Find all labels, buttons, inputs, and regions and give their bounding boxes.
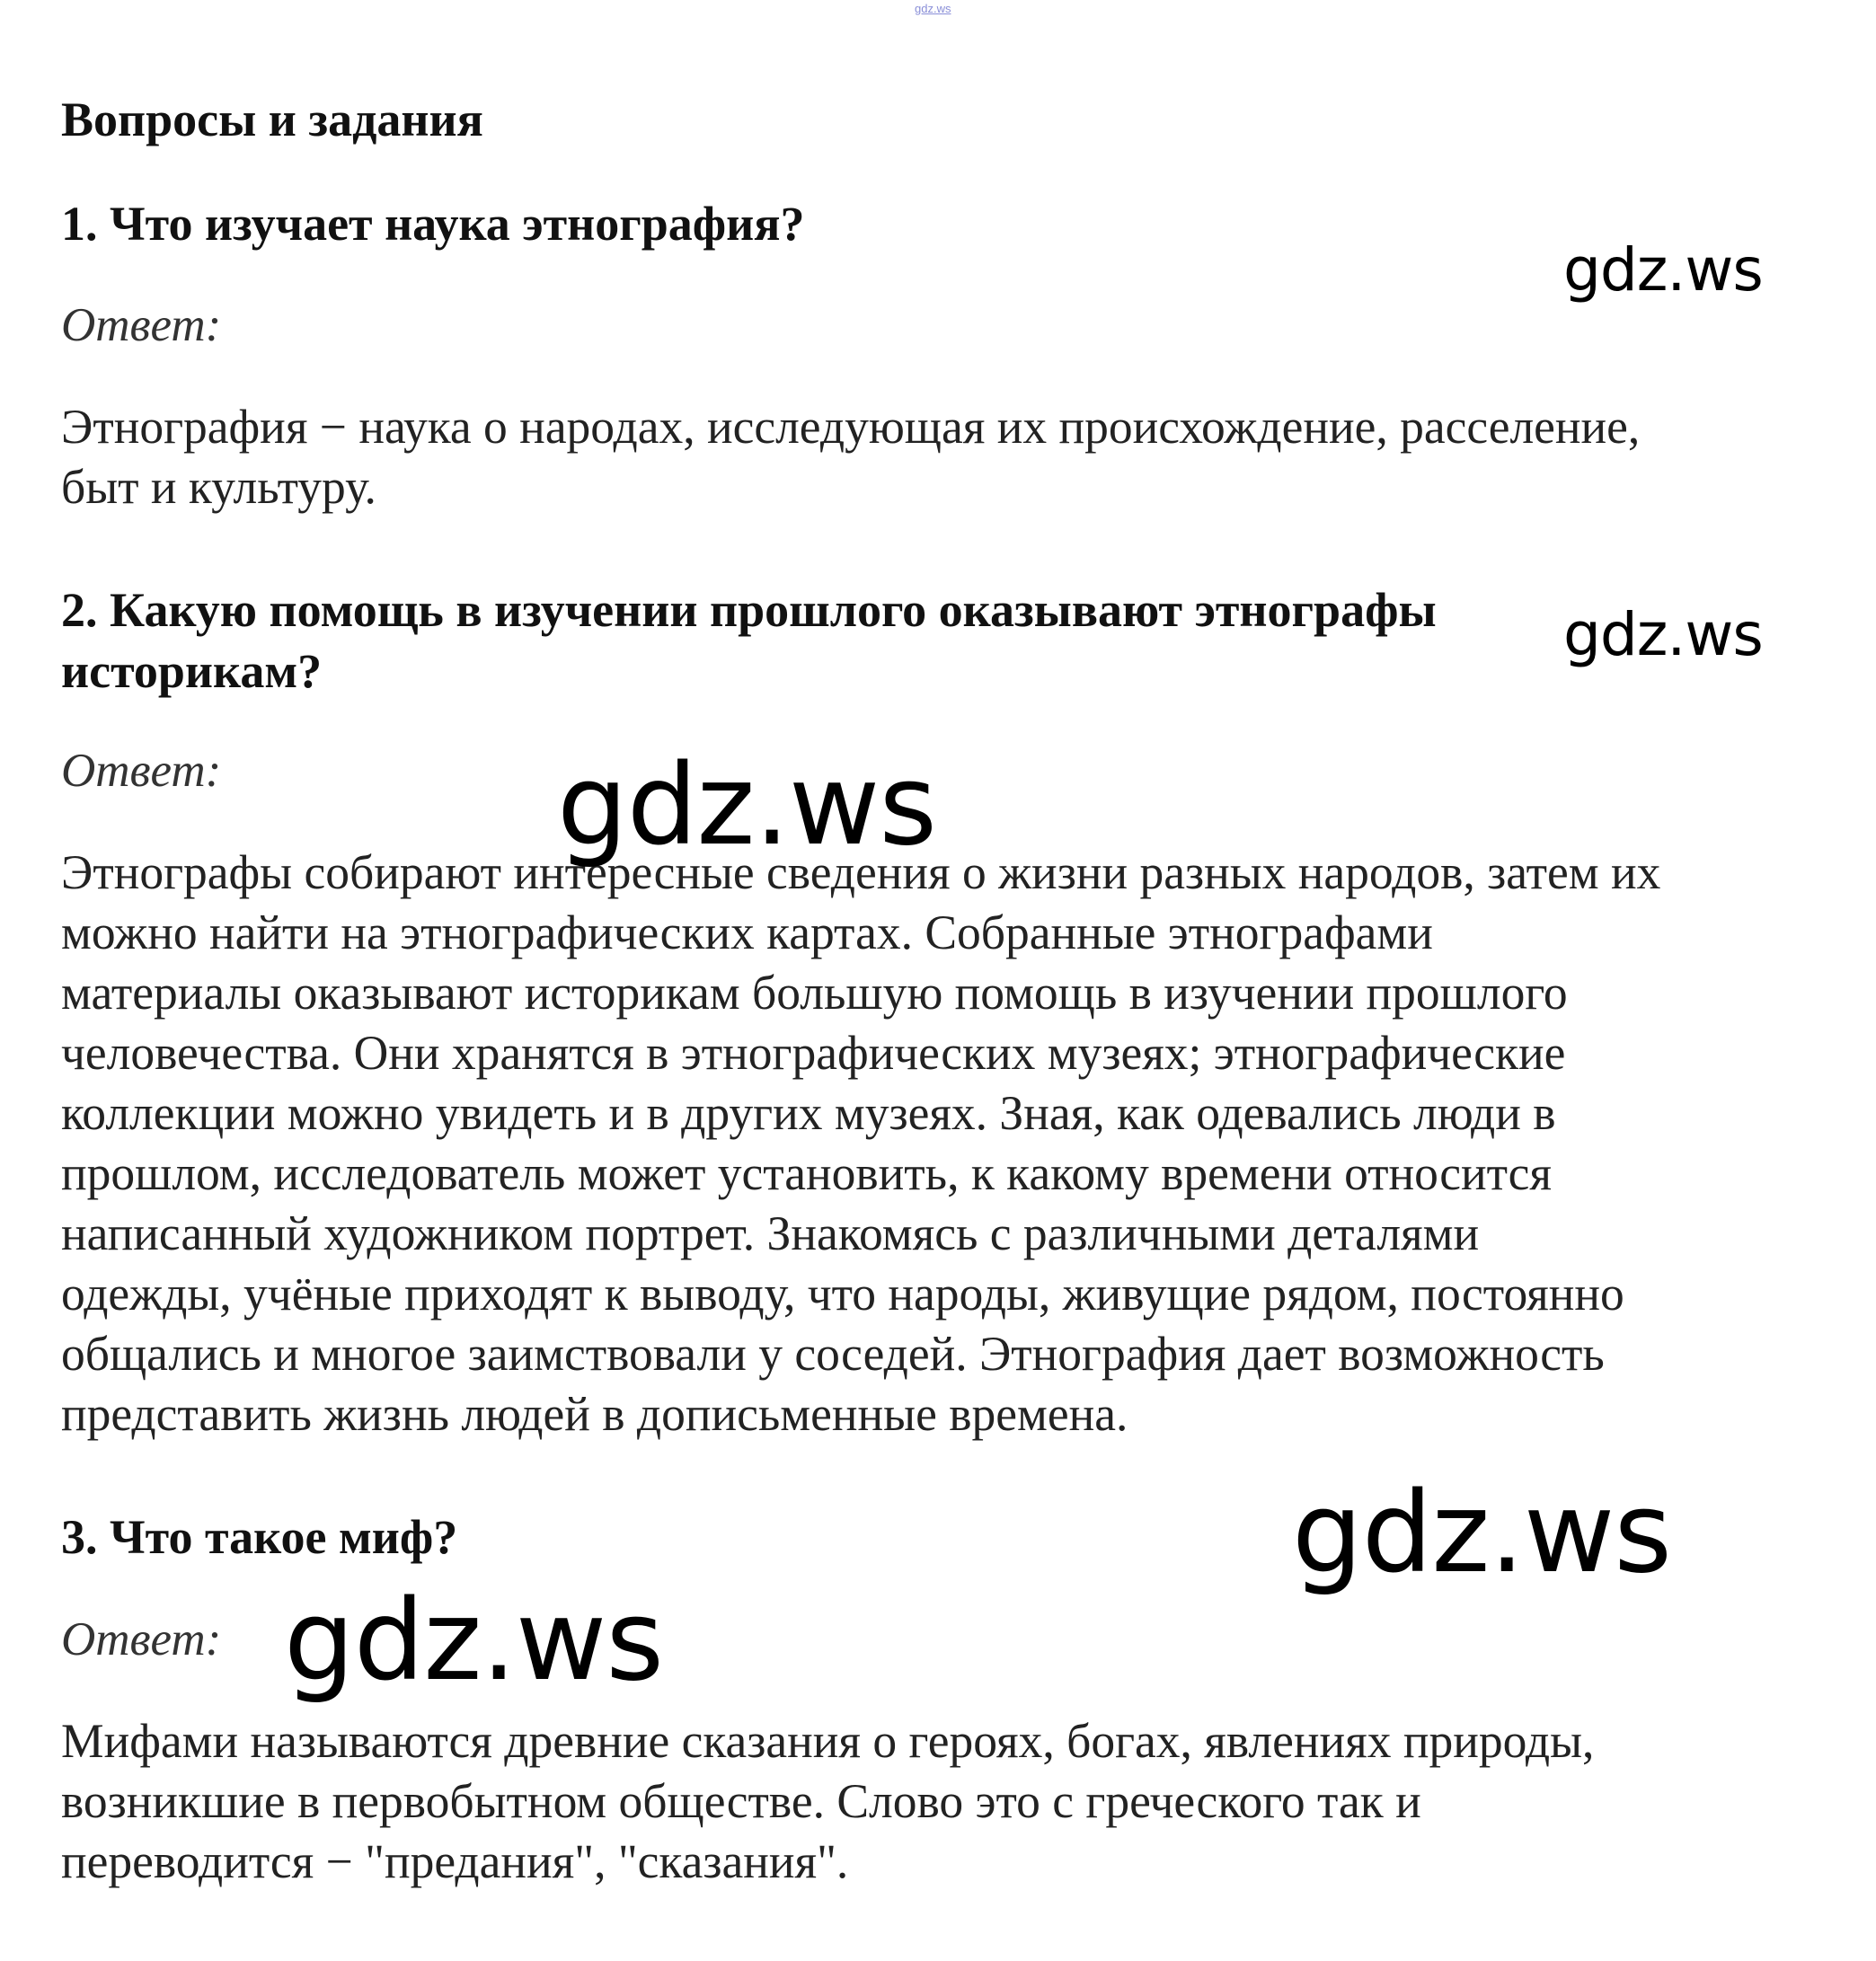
question-1-heading (61, 193, 804, 254)
answer-line: материалы оказывают историкам большую помощь в изучении прошлого (61, 966, 1568, 1020)
answer-line: Мифами называются древние сказания о героях, богах, явлениях природы, (61, 1714, 1595, 1768)
watermark: gdz.ws (1563, 235, 1763, 305)
watermark: gdz.ws (557, 741, 936, 870)
answer-line: переводится − "предания", "сказания". (61, 1834, 849, 1888)
answer-line: прошлом, исследователь может установить, к какому времени относится (61, 1146, 1552, 1200)
answer-line: представить жизнь людей в дописьменные времена. (61, 1387, 1128, 1441)
question-3-answer (61, 1711, 1849, 1892)
answer-line: быт и культуру. (61, 460, 376, 514)
watermark: gdz.ws (284, 1577, 663, 1706)
question-1-answer-label: Ответ: (61, 299, 222, 351)
question-3-heading-line: 3. Что такое миф? (61, 1510, 458, 1564)
question-2-heading-line: 2. Какую помощь в изучении прошлого оказывают этнографы (61, 583, 1437, 637)
question-3-answer-label: Ответ: (61, 1613, 222, 1665)
answer-line: Этнография − наука о народах, исследующая их происхождение, расселение, (61, 400, 1641, 454)
answer-line: Этнографы собирают интересные сведения о жизни разных народов, затем их (61, 845, 1661, 899)
answer-line: одежды, учёные приходят к выводу, что народы, живущие рядом, постоянно (61, 1267, 1624, 1321)
answer-line: коллекции можно увидеть и в других музеях. Зная, как одевались люди в (61, 1086, 1556, 1140)
question-2-answer (61, 843, 1849, 1444)
question-1-answer (61, 397, 1849, 517)
question-2-heading (61, 579, 1437, 702)
answer-line: человечества. Они хранятся в этнографических музеях; этнографические (61, 1026, 1566, 1080)
answer-line: написанный художником портрет. Знакомясь с различными деталями (61, 1206, 1480, 1260)
watermark: gdz.ws (1563, 600, 1763, 669)
answer-line: общались и многое заимствовали у соседей. Этнография дает возможность (61, 1327, 1605, 1381)
answer-line: можно найти на этнографических картах. Собранные этнографами (61, 905, 1433, 959)
watermark: gdz.ws (1292, 1469, 1671, 1598)
answer-line: возникшие в первобытном обществе. Слово это с греческого так и (61, 1774, 1421, 1828)
question-2-heading-line: историкам? (61, 644, 323, 698)
question-1-heading-line: 1. Что изучает наука этнография? (61, 197, 805, 251)
top-watermark-link[interactable]: gdz.ws (915, 2, 951, 15)
question-3-heading (61, 1506, 457, 1568)
section-title: Вопросы и задания (61, 93, 483, 146)
question-2-answer-label: Ответ: (61, 745, 222, 797)
